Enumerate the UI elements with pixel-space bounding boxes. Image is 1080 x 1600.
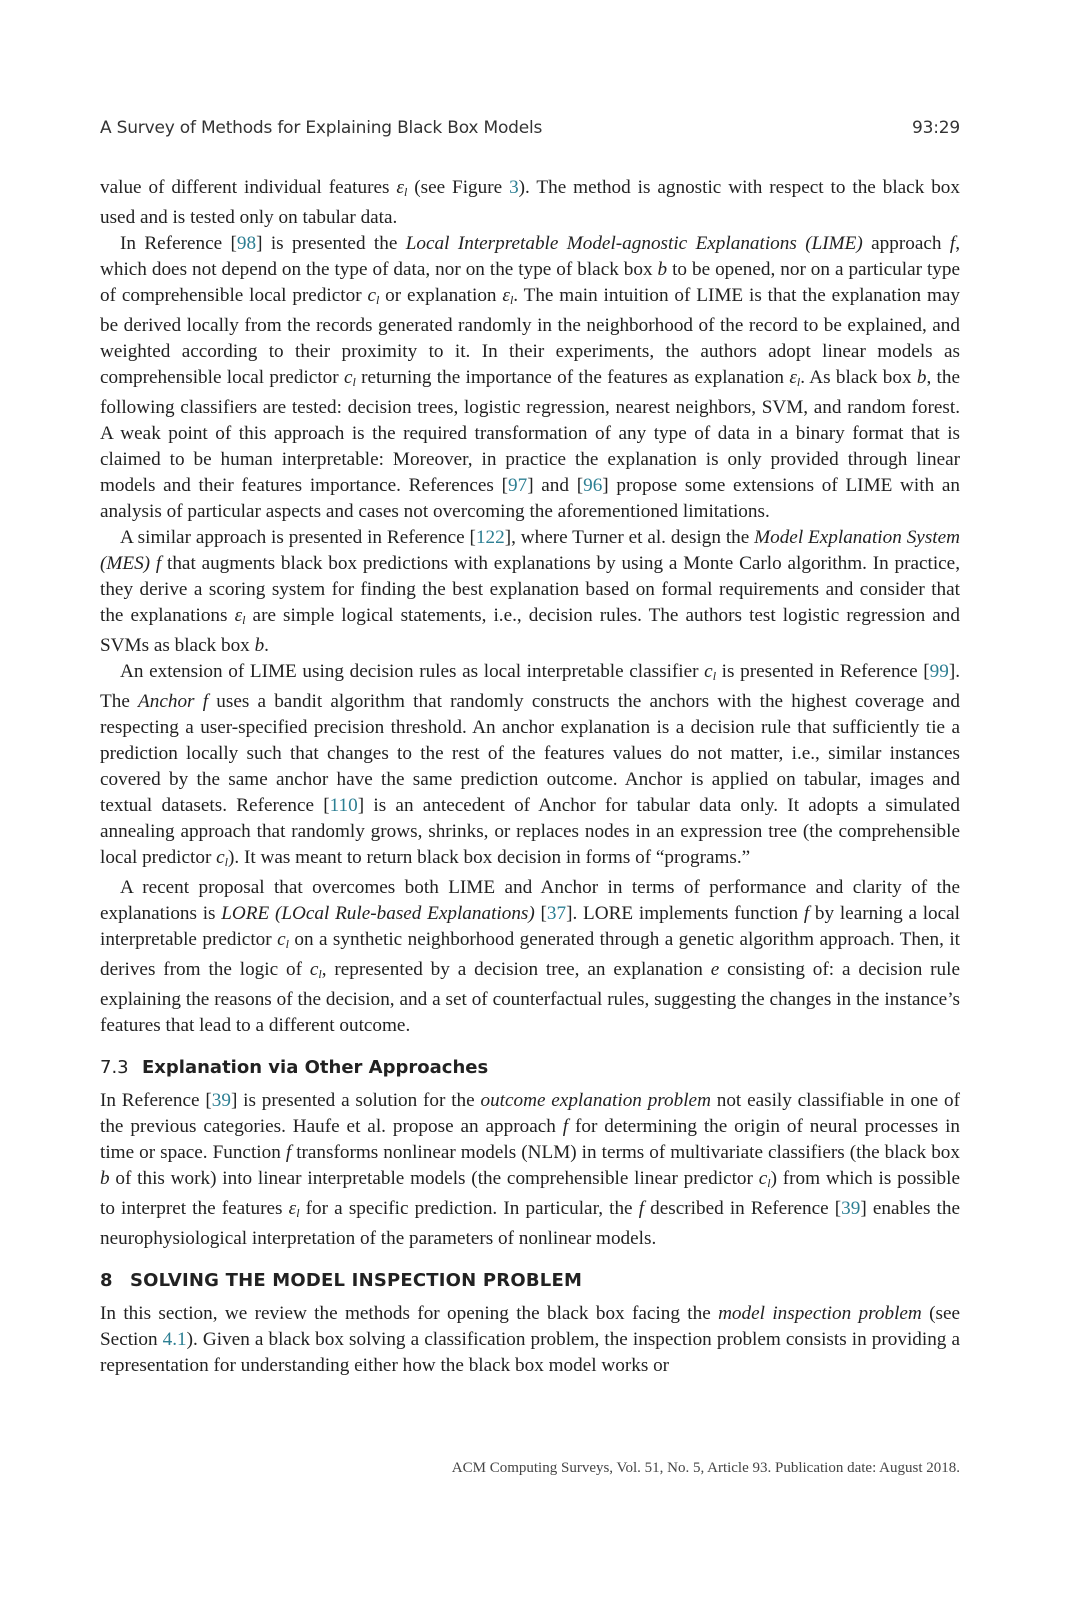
text-run: is presented in Reference [ — [716, 661, 930, 682]
text-run: ) from which is possible to interpret the features — [100, 1168, 960, 1219]
italic-text: LORE (LOcal Rule-based Explanations) — [221, 903, 535, 924]
paragraph — [100, 175, 960, 231]
text-run: (see Figure — [407, 177, 510, 198]
text-run: , which does not depend on the type of data, nor on the type of black box — [100, 233, 960, 280]
text-run: on a synthetic neighborhood generated through a genetic algorithm approach. Then, it derives from the logic of — [100, 929, 960, 980]
citation-link[interactable]: 99 — [929, 661, 949, 682]
text-run: . As black box — [800, 367, 917, 388]
text-run — [195, 691, 203, 712]
text-run: returning the importance of the features as explanation — [355, 367, 790, 388]
italic-text: c — [309, 959, 319, 980]
math-subscript: l — [403, 185, 408, 199]
citation-link[interactable]: 3 — [509, 177, 519, 198]
text-run: consisting of: a decision rule explaining the reasons of the decision, and a set of counterfactual rules, suggesting the changes in the instance’s features that lead to a different outcome. — [100, 959, 960, 1036]
text-run: for determining the origin of neural processes in time or space. Function — [100, 1116, 960, 1163]
text-run: In Reference [ — [120, 233, 237, 254]
text-run: A recent proposal that overcomes both LIME and Anchor in terms of performance and clarity of the explanations is — [100, 877, 960, 924]
italic-text: f — [202, 691, 209, 712]
section-number: 8 — [100, 1270, 113, 1291]
text-run: are simple logical statements, i.e., decision rules. The authors test logistic regression and SVMs as black box — [100, 605, 960, 656]
text-run: ] propose some extensions of LIME with an analysis of particular aspects and cases not overcoming the aforementioned limitations. — [100, 475, 960, 522]
math-symbol: ε — [789, 367, 797, 388]
italic-text: f — [803, 903, 810, 924]
italic-text: Model Explanation System (MES) — [100, 527, 960, 574]
text-run: for a specific prediction. In particular, the — [299, 1198, 639, 1219]
math-subscript: l — [796, 375, 801, 389]
italic-text: c — [343, 367, 353, 388]
text-run: of this work) into linear interpretable models (the comprehensible linear predictor — [109, 1168, 759, 1189]
math-symbol: ε — [502, 285, 510, 306]
citation-link[interactable]: 96 — [583, 475, 603, 496]
math-subscript: l — [352, 375, 356, 389]
math-subscript: l — [318, 967, 322, 981]
text-run: [ — [534, 903, 547, 924]
text-run: ] enables the neurophysiological interpretation of the parameters of nonlinear models. — [100, 1198, 960, 1249]
math-symbol: ε — [234, 605, 243, 626]
text-run: (see Section — [100, 1303, 961, 1350]
text-run: , represented by a decision tree, an explanation — [321, 959, 711, 980]
running-header — [100, 118, 960, 146]
italic-text: f — [562, 1116, 569, 1137]
citation-link[interactable]: 4.1 — [162, 1329, 187, 1350]
text-run: ]. LORE implements function — [566, 903, 804, 924]
citation-link[interactable]: 39 — [841, 1198, 861, 1219]
math-symbol: ε — [288, 1198, 297, 1219]
paragraph — [100, 1088, 960, 1252]
math-subscript: l — [375, 293, 380, 307]
text-run: An extension of LIME using decision rules as local interpretable classifier — [120, 661, 705, 682]
paragraph — [100, 525, 960, 659]
text-run: . — [264, 635, 269, 656]
italic-text: model inspection problem — [718, 1303, 922, 1324]
italic-text: c — [367, 285, 376, 306]
paragraph — [100, 875, 960, 1039]
italic-text: c — [758, 1168, 768, 1189]
paragraphs-section-8 — [100, 1301, 960, 1379]
text-run: ). It was meant to return black box decision in forms of “programs.” — [228, 847, 751, 868]
italic-text: Local Interpretable Model-agnostic Explanations (LIME) — [405, 233, 863, 254]
text-run: not easily classifiable in one of the previous categories. Haufe et al. propose an approach — [100, 1090, 960, 1137]
paragraph — [100, 659, 960, 875]
text-run: value of different individual features — [100, 177, 397, 198]
italic-text: f — [155, 553, 162, 574]
text-run: , the following classifiers are tested: decision trees, logistic regression, nearest neighbors, SVM, and random forest. A weak point of this approach is the required transformation of any type of data in a binary format that is claimed to be human interpretable: Moreover, in practice the explanation is only provided through linear models and their features importance. References [ — [100, 367, 960, 496]
text-run: ). Given a black box solving a classification problem, the inspection problem consists in providing a representation for understanding either how the black box model works or — [100, 1329, 960, 1376]
paragraph — [100, 231, 960, 525]
math-subscript: l — [224, 855, 229, 869]
italic-text: b — [254, 635, 265, 656]
math-subscript: l — [242, 613, 246, 627]
text-run: In this section, we review the methods for opening the black box facing the — [100, 1303, 719, 1324]
citation-link[interactable]: 39 — [211, 1090, 231, 1111]
text-run: In Reference [ — [100, 1090, 212, 1111]
text-run: or explanation — [379, 285, 503, 306]
italic-text: c — [704, 661, 713, 682]
text-run: transforms nonlinear models (NLM) in terms of multivariate classifiers (the black box — [291, 1142, 960, 1163]
paragraphs-section-7-3 — [100, 1088, 960, 1252]
section-heading — [100, 1269, 960, 1293]
italic-text: f — [638, 1198, 645, 1219]
text-run: ] is an antecedent of Anchor for tabular data only. It adopts a simulated annealing approach that randomly grows, shrinks, or replaces nodes in an expression tree (the comprehensible local predictor — [100, 795, 961, 868]
section-title: SOLVING THE MODEL INSPECTION PROBLEM — [130, 1270, 583, 1291]
math-subscript: l — [296, 1206, 300, 1220]
subsection-title: Explanation via Other Approaches — [142, 1057, 489, 1078]
italic-text: b — [100, 1168, 110, 1189]
italic-text: f — [285, 1142, 292, 1163]
running-title: A Survey of Methods for Explaining Black Box Models — [100, 118, 543, 138]
math-subscript: l — [712, 669, 717, 683]
text-run: that augments black box predictions with explanations by using a Monte Carlo algorithm. In practice, they derive a scoring system for finding the best explanation based on formal requirements and consider that the explanations — [100, 553, 960, 626]
citation-link[interactable]: 122 — [475, 527, 505, 548]
math-subscript: l — [767, 1176, 771, 1190]
italic-text: e — [710, 959, 720, 980]
italic-text: c — [216, 847, 225, 868]
text-run: ). The method is agnostic with respect to the black box used and is tested only on tabular data. — [100, 177, 960, 228]
paragraphs-section-7-2 — [100, 175, 960, 1039]
math-subscript: l — [285, 937, 289, 951]
italic-text: c — [277, 929, 286, 950]
italic-text: Anchor — [138, 691, 195, 712]
text-run: . The main intuition of LIME is that the explanation may be derived locally from the records generated randomly in the neighborhood of the record to be explained, and weighted according to their proximity to it. In their experiments, the authors adopt linear models as comprehensible local predictor — [100, 285, 960, 388]
subsection-number: 7.3 — [100, 1057, 129, 1078]
citation-link[interactable]: 37 — [546, 903, 567, 924]
text-run: ] is presented the — [256, 233, 406, 254]
text-run: ]. The — [100, 661, 960, 712]
italic-text: outcome explanation problem — [480, 1090, 711, 1111]
italic-text: b — [916, 367, 927, 388]
page-number: 93:29 — [912, 118, 960, 138]
citation-link[interactable]: 97 — [508, 475, 528, 496]
text-run: to be opened, nor on a particular type of comprehensible local predictor — [100, 259, 960, 306]
text-run: ] is presented a solution for the — [230, 1090, 481, 1111]
text-run: A similar approach is presented in Reference [ — [120, 527, 476, 548]
text-run: by learning a local interpretable predictor — [100, 903, 960, 950]
text-run: ] and [ — [527, 475, 584, 496]
citation-link[interactable]: 110 — [329, 795, 358, 816]
subsection-heading — [100, 1056, 960, 1080]
journal-footer: ACM Computing Surveys, Vol. 51, No. 5, Article 93. Publication date: August 2018. — [451, 1460, 960, 1476]
citation-link[interactable]: 98 — [236, 233, 257, 254]
text-run: ], where Turner et al. design the — [504, 527, 755, 548]
italic-text: b — [657, 259, 668, 280]
italic-text: f — [949, 233, 956, 254]
math-symbol: ε — [396, 177, 404, 198]
body-text — [100, 175, 960, 1379]
math-subscript: l — [509, 293, 514, 307]
text-run: uses a bandit algorithm that randomly constructs the anchors with the highest coverage and respecting a user-specified precision threshold. An anchor explanation is a decision rule that sufficiently tie a prediction locally such that changes to the rest of the features values do not matter, i.e., similar instances covered by the same anchor have the same prediction outcome. Anchor is applied on tabular, images and textual datasets. Reference [ — [100, 691, 961, 816]
paragraph — [100, 1301, 960, 1379]
text-run: described in Reference [ — [644, 1198, 842, 1219]
text-run: approach — [862, 233, 950, 254]
